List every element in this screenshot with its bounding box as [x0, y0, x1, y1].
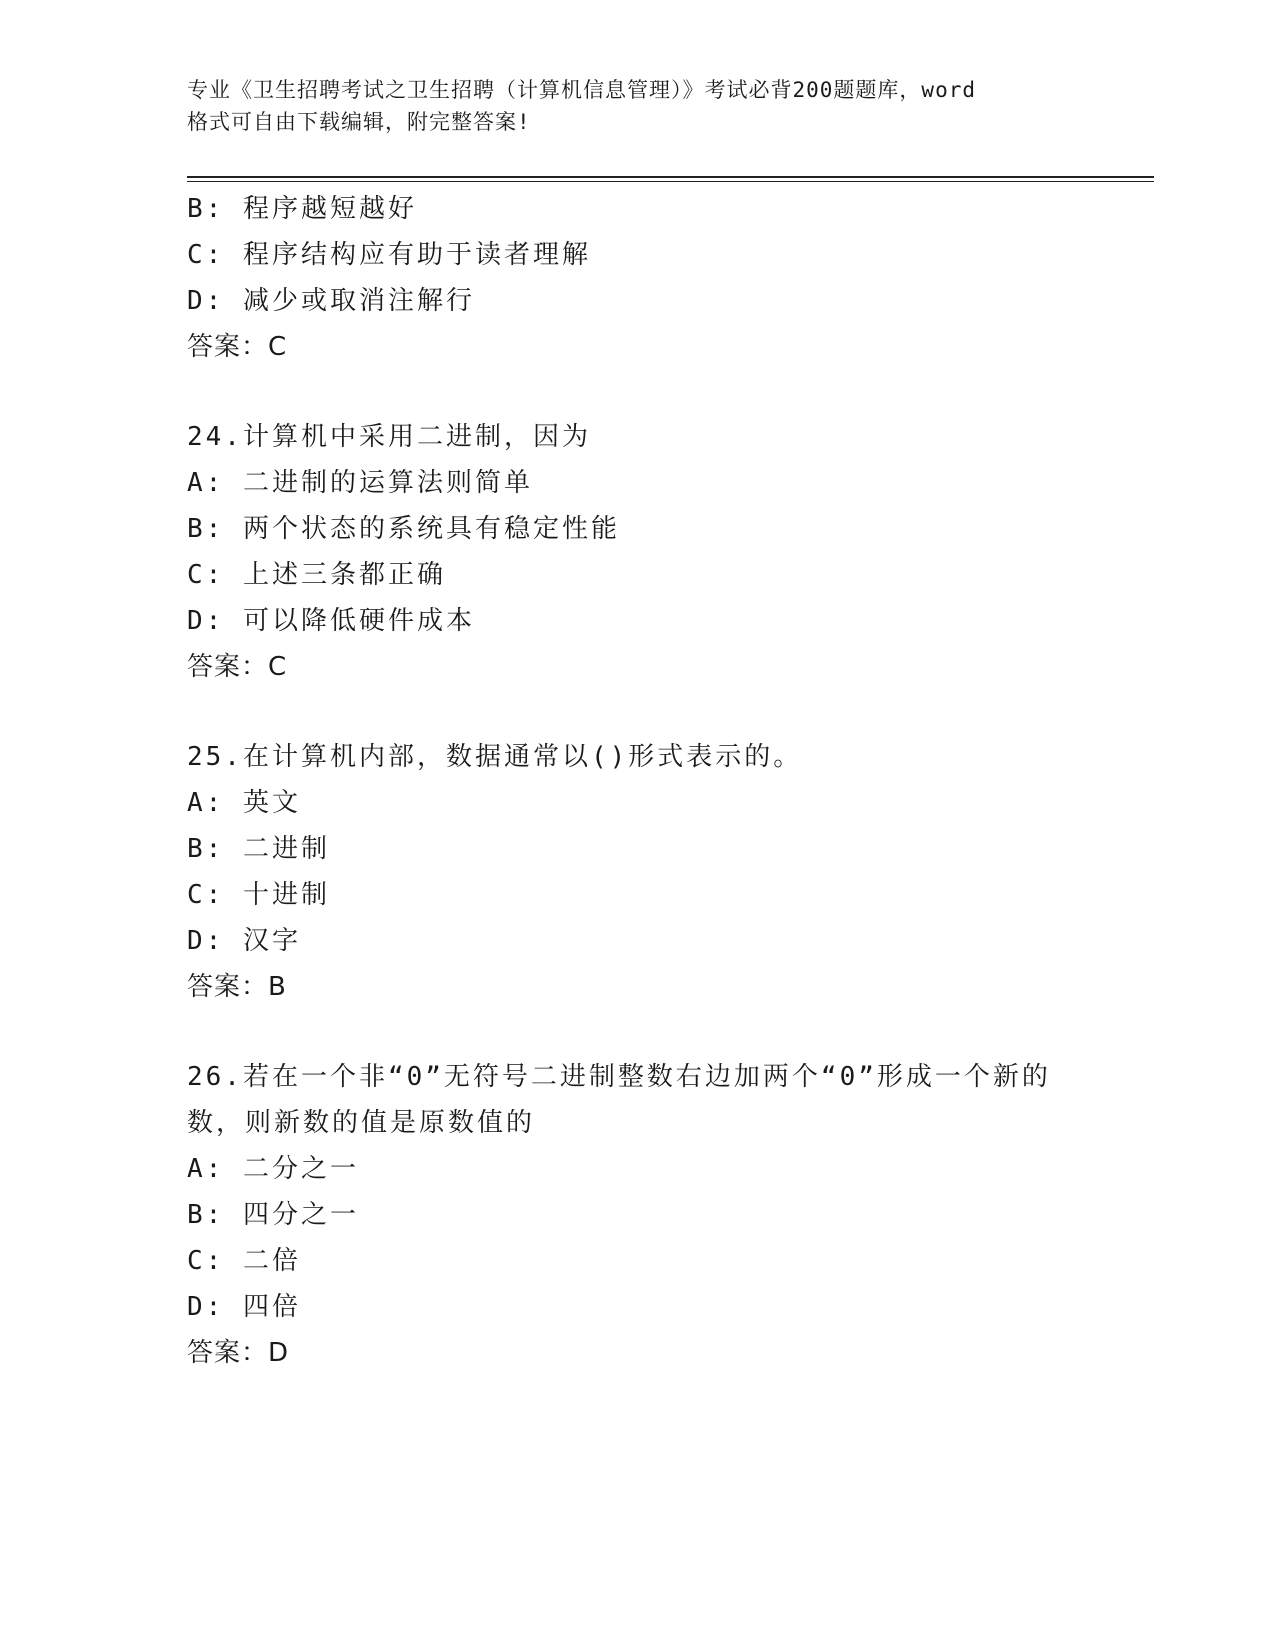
- header-rule-thick: [187, 176, 1154, 178]
- option-c: C: 十进制: [187, 880, 330, 910]
- header-rule-thin: [187, 181, 1154, 182]
- header-line-1: 专业《卫生招聘考试之卫生招聘（计算机信息管理）》考试必背200题题库，word: [187, 78, 976, 102]
- option-c: C: 二倍: [187, 1246, 301, 1276]
- question-block-23: [187, 186, 1087, 370]
- option-c: C: 上述三条都正确: [187, 560, 446, 590]
- option-d: D: 减少或取消注解行: [187, 286, 475, 316]
- option-b: B: 两个状态的系统具有稳定性能: [187, 514, 620, 544]
- question-stem-line-1: 26.若在一个非“0”无符号二进制整数右边加两个“0”形成一个新的: [187, 1062, 1051, 1092]
- answer: 答案：D: [187, 1338, 290, 1368]
- option-d: D: 汉字: [187, 926, 301, 956]
- option-d: D: 四倍: [187, 1292, 301, 1322]
- spacer: [187, 370, 1087, 414]
- option-b: B: 程序越短越好: [187, 194, 417, 224]
- answer: 答案：C: [187, 332, 288, 362]
- option-a: A: 英文: [187, 788, 301, 818]
- option-a: A: 二分之一: [187, 1154, 359, 1184]
- spacer: [187, 690, 1087, 734]
- option-b: B: 二进制: [187, 834, 330, 864]
- question-stem: 24.计算机中采用二进制，因为: [187, 422, 591, 452]
- document-content: [187, 186, 1087, 1376]
- option-d: D: 可以降低硬件成本: [187, 606, 475, 636]
- option-b: B: 四分之一: [187, 1200, 359, 1230]
- question-block-25: [187, 734, 1087, 1010]
- document-header: [187, 74, 1087, 138]
- question-stem: 25.在计算机内部，数据通常以()形式表示的。: [187, 742, 803, 772]
- answer: 答案：B: [187, 972, 287, 1002]
- question-stem-line-2: 数，则新数的值是原数值的: [187, 1108, 536, 1138]
- header-line-2: 格式可自由下载编辑，附完整答案!: [187, 110, 531, 134]
- question-block-26: [187, 1054, 1087, 1376]
- answer: 答案：C: [187, 652, 288, 682]
- question-block-24: [187, 414, 1087, 690]
- option-a: A: 二进制的运算法则简单: [187, 468, 533, 498]
- option-c: C: 程序结构应有助于读者理解: [187, 240, 591, 270]
- spacer: [187, 1010, 1087, 1054]
